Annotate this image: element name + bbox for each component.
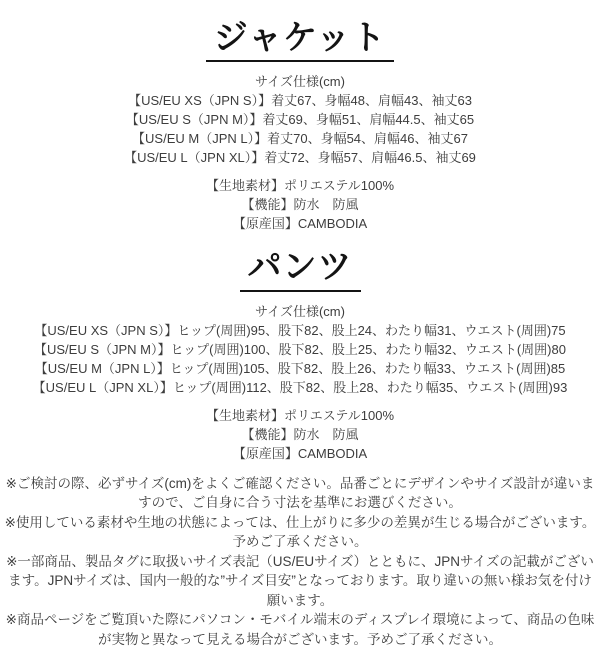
jacket-size-row-s: 【US/EU S（JPN M）】着丈69、身幅51、肩幅44.5、袖丈65 bbox=[125, 112, 475, 128]
jacket-details bbox=[0, 176, 600, 233]
jacket-section-title: ジャケット bbox=[206, 20, 395, 62]
pants-size-row-l: 【US/EU L（JPN XL）】ヒップ(周囲)112、股下82、股上28、わたり幅35、ウエスト(周囲)93 bbox=[32, 379, 568, 395]
pants-size-row-m: 【US/EU M（JPN L）】ヒップ(周囲)105、股下82、股上26、わたり幅33、ウエスト(周囲)85 bbox=[34, 360, 566, 376]
pants-country-of-origin: 【原産国】CAMBODIA bbox=[232, 445, 368, 461]
jacket-size-row-l: 【US/EU L（JPN XL）】着丈72、身幅57、肩幅46.5、袖丈69 bbox=[124, 150, 476, 166]
pants-size-row-xs: 【US/EU XS（JPN S）】ヒップ(周囲)95、股下82、股上24、わたり幅31、ウエスト(周囲)75 bbox=[34, 322, 566, 338]
pants-function: 【機能】防水 防風 bbox=[241, 426, 359, 442]
pants-size-row-s: 【US/EU S（JPN M）】ヒップ(周囲)100、股下82、股上25、わたり幅32、ウエスト(周囲)80 bbox=[34, 341, 566, 357]
pants-section-title: パンツ bbox=[240, 249, 361, 291]
jacket-fabric-material: 【生地素材】ポリエステル100% bbox=[205, 178, 395, 194]
disclaimer-notes bbox=[0, 474, 600, 650]
note-size-tag-notation: ※一部商品、製品タグに取扱いサイズ表記（US/EUサイズ）とともに、JPNサイズの記載がございます。JPNサイズは、国内一般的な”サイズ目安”となっております。取り違いの無い様お気を付け願います。 bbox=[6, 553, 594, 608]
pants-title-wrap bbox=[0, 249, 600, 291]
note-size-confirmation: ※ご検討の際、必ずサイズ(cm)をよくご確認ください。品番ごとにデザインやサイズ設計が違いますので、ご自身に合う寸法を基準にお選びください。 bbox=[5, 475, 595, 511]
jacket-title-wrap bbox=[0, 20, 600, 62]
pants-fabric-material: 【生地素材】ポリエステル100% bbox=[205, 407, 395, 423]
note-display-color: ※商品ページをご覧頂いた際にパソコン・モバイル端末のディスプレイ環境によって、商品の色味が実物と異なって見える場合がございます。予めご了承ください。 bbox=[5, 612, 595, 647]
jacket-section bbox=[0, 20, 600, 233]
pants-section bbox=[0, 249, 600, 462]
note-material-variance: ※使用している素材や生地の状態によっては、仕上がりに多少の差異が生じる場合がございます。予めご了承ください。 bbox=[4, 514, 596, 550]
pants-size-spec-header: サイズ仕様(cm) bbox=[255, 303, 345, 319]
jacket-size-spec-header: サイズ仕様(cm) bbox=[255, 74, 345, 90]
jacket-size-row-m: 【US/EU M（JPN L）】着丈70、身幅54、肩幅46、袖丈67 bbox=[132, 131, 468, 147]
jacket-size-row-xs: 【US/EU XS（JPN S）】着丈67、身幅48、肩幅43、袖丈63 bbox=[128, 93, 472, 109]
pants-details bbox=[0, 406, 600, 463]
jacket-function: 【機能】防水 防風 bbox=[241, 197, 359, 213]
jacket-country-of-origin: 【原産国】CAMBODIA bbox=[232, 216, 368, 232]
